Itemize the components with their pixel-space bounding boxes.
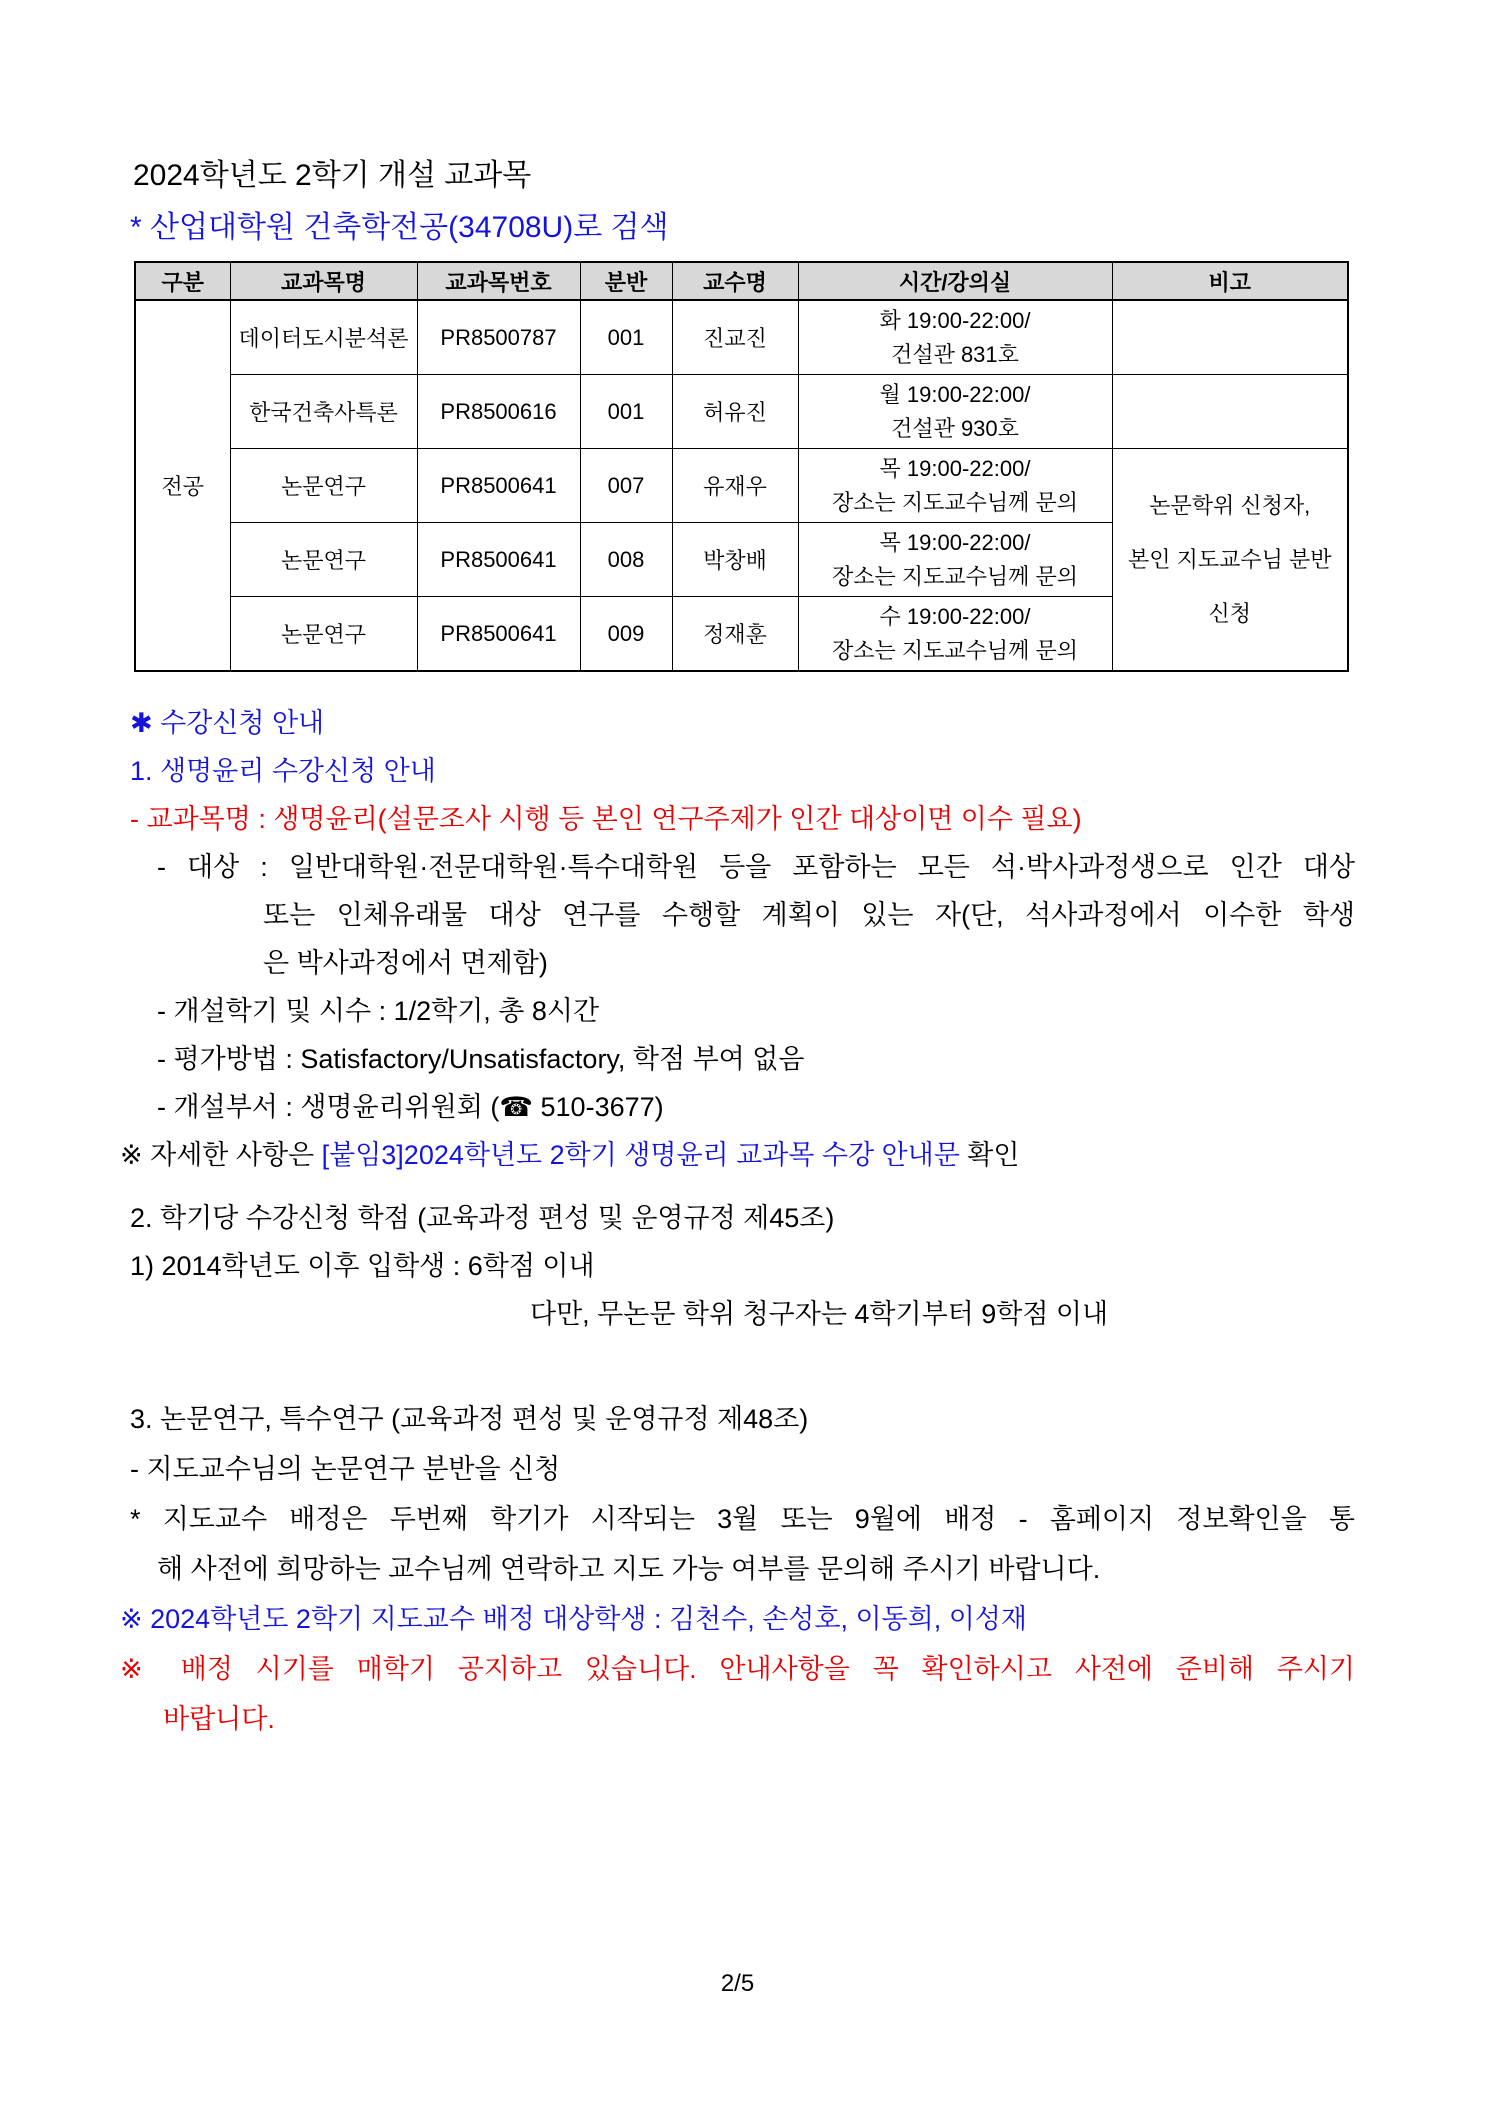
thesis-item-2-line-2: 해 사전에 희망하는 교수님께 연락하고 지도 가능 여부를 문의해 주시기 바랍니다. [157,1554,1101,1584]
inquiry-line: 장소는 지도교수님께 문의 [832,489,1078,515]
col-header-note: 비고 [1112,262,1348,300]
cell-section: 007 [580,449,672,523]
page-number: 2/5 [720,1970,755,1997]
cell-note [1112,375,1348,449]
cell-section: 001 [580,300,672,375]
inquiry-line: 장소는 지도교수님께 문의 [832,563,1078,589]
col-header-course-code: 교과목번호 [417,262,580,300]
time-line: 화 19:00-22:00/ [879,307,1031,333]
col-header-course-name: 교과목명 [230,262,417,300]
document-content [120,158,1355,1998]
bioethics-course-line: - 교과목명 : 생명윤리(설문조사 시행 등 본인 연구주제가 인간 대상이면 이수 필요) [130,804,1082,834]
page-title: 2024학년도 2학기 개설 교과목 [133,159,532,192]
cell-course-name: 논문연구 [230,523,417,597]
cell-professor: 유재우 [672,449,798,523]
credits-item-1: 1) 2014학년도 이후 입학생 : 6학점 이내 [130,1251,595,1281]
note-line: 논문학위 신청자, [1149,492,1311,518]
search-hint: * 산업대학원 건축학전공(34708U)로 검색 [130,211,669,244]
cell-professor: 허유진 [672,375,798,449]
bioethics-target-line-3: 은 박사과정에서 면제함) [263,948,548,978]
bioethics-eval-line: - 평가방법 : Satisfactory/Unsatisfactory, 학점 부여 없음 [157,1044,805,1074]
room-line: 건설관 831호 [891,341,1019,367]
col-header-time-room: 시간/강의실 [798,262,1112,300]
cell-section: 008 [580,523,672,597]
time-line: 월 19:00-22:00/ [879,381,1031,407]
reference-attachment: [붙임3]2024학년도 2학기 생명윤리 교과목 수강 안내문 [321,1140,960,1170]
signup-heading: ✱ 수강신청 안내 [130,708,325,738]
cell-professor: 진교진 [672,300,798,375]
bioethics-target-line-1: - 대상 : 일반대학원·전문대학원·특수대학원 등을 포함하는 모든 석·박사과정생으로 인간 대상 [157,852,1355,882]
advisor-schedule-line-2: 바랍니다. [163,1704,275,1734]
note-line: 신청 [1208,600,1251,626]
cell-time-room [798,523,1112,597]
cell-time-room [798,449,1112,523]
bioethics-title: 1. 생명윤리 수강신청 안내 [130,756,436,786]
cell-category: 전공 [135,300,230,671]
reference-suffix: 확인 [959,1140,1020,1170]
notice-section-2 [120,1194,1355,1338]
room-line: 건설관 930호 [891,415,1019,441]
bioethics-reference-line [120,1131,1355,1179]
bioethics-target-line-2: 또는 인체유래물 대상 연구를 수행할 계획이 있는 자(단, 석사과정에서 이수한 학생 [263,900,1355,930]
notice-section-1 [120,699,1355,1179]
table-row [135,375,1348,449]
bioethics-semester-line: - 개설학기 및 시수 : 1/2학기, 총 8시간 [157,996,600,1026]
cell-course-code: PR8500787 [417,300,580,375]
cell-time-room [798,375,1112,449]
time-line: 목 19:00-22:00/ [879,455,1031,481]
cell-note [1112,300,1348,375]
time-line: 수 19:00-22:00/ [879,603,1031,629]
advisor-schedule-line-1: ※ 배정 시기를 매학기 공지하고 있습니다. 안내사항을 꼭 확인하시고 사전에 준비해 주시기 [120,1654,1355,1684]
col-header-professor: 교수명 [672,262,798,300]
table-row [135,300,1348,375]
thesis-item-2-line-1: * 지도교수 배정은 두번째 학기가 시작되는 3월 또는 9월에 배정 - 홈페이지 정보확인을 통 [130,1504,1355,1534]
cell-course-code: PR8500641 [417,449,580,523]
cell-course-name: 논문연구 [230,597,417,672]
table-header-row [135,262,1348,300]
credits-item-1-cont: 다만, 무논문 학위 청구자는 4학기부터 9학점 이내 [530,1299,1109,1329]
bioethics-dept-line: - 개설부서 : 생명윤리위원회 (☎ 510-3677) [157,1092,664,1122]
inquiry-line: 장소는 지도교수님께 문의 [832,637,1078,663]
cell-section: 001 [580,375,672,449]
cell-note-merged [1112,449,1348,672]
col-header-section: 분반 [580,262,672,300]
col-header-category: 구분 [135,262,230,300]
cell-course-name: 데이터도시분석론 [230,300,417,375]
cell-course-code: PR8500616 [417,375,580,449]
thesis-title: 3. 논문연구, 특수연구 (교육과정 편성 및 운영규정 제48조) [130,1404,809,1434]
thesis-item-1: - 지도교수님의 논문연구 분반을 신청 [130,1454,561,1484]
cell-time-room [798,597,1112,672]
cell-course-name: 논문연구 [230,449,417,523]
time-line: 목 19:00-22:00/ [879,529,1031,555]
note-line: 본인 지도교수님 분반 [1128,546,1332,572]
cell-time-room [798,300,1112,375]
cell-section: 009 [580,597,672,672]
advisor-students-line: ※ 2024학년도 2학기 지도교수 배정 대상학생 : 김천수, 손성호, 이동희, 이성재 [120,1604,1027,1634]
course-table [134,261,1349,672]
notice-section-3 [120,1394,1355,1744]
cell-course-name: 한국건축사특론 [230,375,417,449]
reference-prefix: ※ 자세한 사항은 [120,1140,322,1170]
cell-professor: 정재훈 [672,597,798,672]
cell-course-code: PR8500641 [417,597,580,672]
credits-title: 2. 학기당 수강신청 학점 (교육과정 편성 및 운영규정 제45조) [130,1203,835,1233]
cell-professor: 박창배 [672,523,798,597]
table-row [135,449,1348,523]
cell-course-code: PR8500641 [417,523,580,597]
